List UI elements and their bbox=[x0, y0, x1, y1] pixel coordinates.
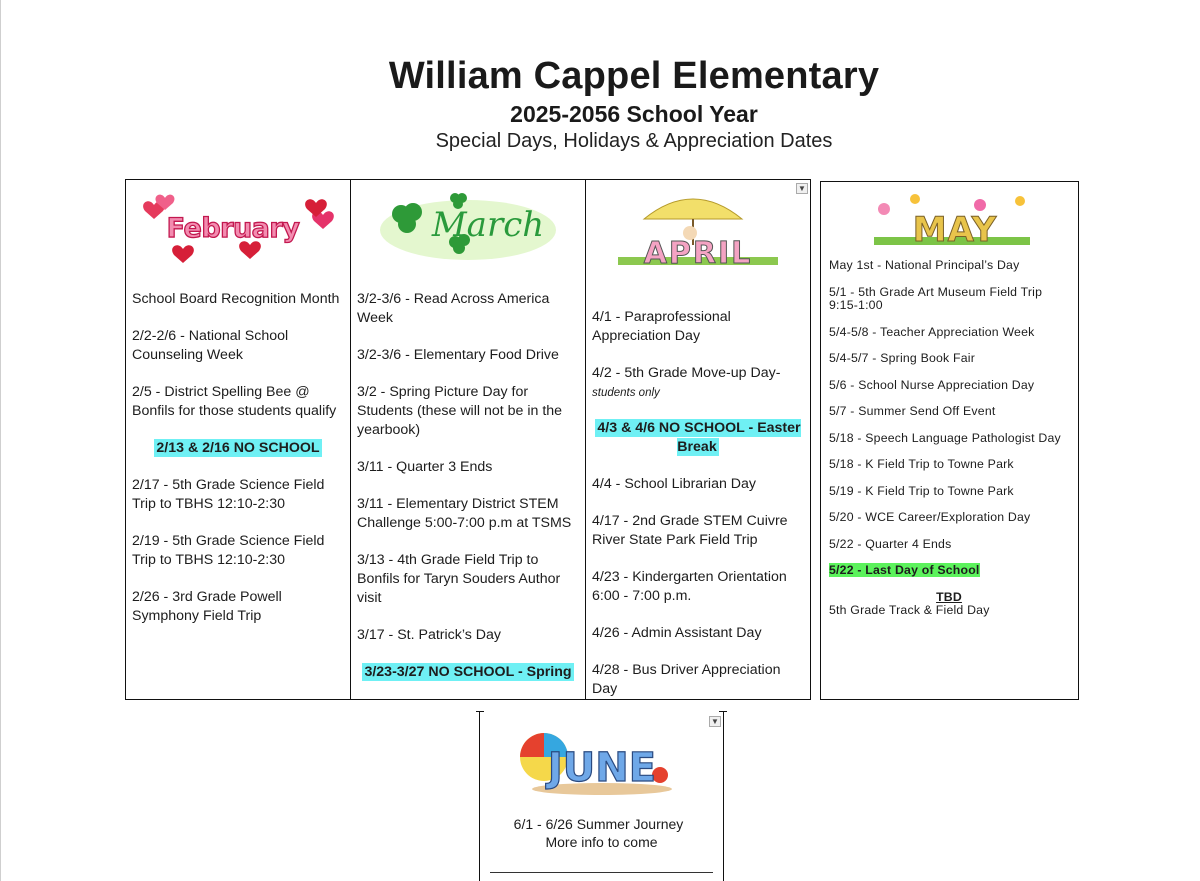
event-item: 4/4 - School Librarian Day bbox=[592, 476, 757, 492]
event-item: 4/17 - 2nd Grade STEM Cuivre River State Park Field Trip bbox=[592, 513, 788, 548]
event-item: 5/1 - 5th Grade Art Museum Field Trip 9:15-1:00 bbox=[829, 284, 1043, 312]
event-item: 5/18 - Speech Language Pathologist Day bbox=[829, 430, 1061, 445]
april-banner-text: APRIL bbox=[643, 236, 753, 271]
event-item: 3/2-3/6 - Read Across America Week bbox=[357, 291, 550, 326]
event-item: 3/2-3/6 - Elementary Food Drive bbox=[357, 347, 559, 363]
calendar-table bbox=[125, 179, 811, 700]
no-school-highlight bbox=[592, 419, 804, 457]
no-school-highlight bbox=[357, 663, 579, 682]
school-year: 2025-2056 School Year bbox=[510, 101, 758, 127]
event-item: 5/20 - WCE Career/Exploration Day bbox=[829, 510, 1031, 524]
event-item: 3/2 - Spring Picture Day for Students (these will not be in the yearbook) bbox=[357, 384, 563, 438]
highlight-text: 2/13 & 2/16 NO SCHOOL bbox=[156, 440, 320, 456]
event-item: 2/19 - 5th Grade Science Field Trip to TBHS 12:10-2:30 bbox=[132, 533, 325, 568]
event-item: 3/13 - 4th Grade Field Trip to Bonfils for Taryn Souders Author visit bbox=[357, 552, 561, 606]
event-item: 4/23 - Kindergarten Orientation 6:00 - 7:00 p.m. bbox=[592, 569, 787, 604]
flowers-banner-icon bbox=[860, 187, 1040, 251]
april-banner bbox=[586, 180, 810, 280]
no-school-highlight bbox=[132, 439, 344, 458]
march-banner-text: March bbox=[431, 205, 545, 245]
dropdown-arrow-icon[interactable]: ▼ bbox=[709, 716, 721, 727]
march-column bbox=[350, 180, 585, 699]
event-item: 2/2-2/6 - National School Counseling Week bbox=[132, 328, 289, 363]
event-item bbox=[592, 364, 804, 403]
event-item: 5/4-5/7 - Spring Book Fair bbox=[829, 351, 975, 365]
event-item: May 1st - National Principal’s Day bbox=[829, 258, 1020, 272]
february-events bbox=[126, 290, 350, 644]
event-item: 4/28 - Bus Driver Appreciation Day bbox=[592, 662, 781, 697]
may-events bbox=[821, 259, 1078, 631]
shamrock-banner-icon bbox=[373, 190, 563, 270]
page-subtitle: Special Days, Holidays & Appreciation Dates bbox=[435, 130, 833, 152]
event-item: 4/26 - Admin Assistant Day bbox=[592, 625, 762, 641]
divider-line bbox=[490, 872, 713, 873]
march-banner bbox=[351, 180, 585, 280]
event-item: 5/6 - School Nurse Appreciation Day bbox=[829, 377, 1035, 392]
may-box bbox=[820, 181, 1079, 700]
march-events bbox=[351, 290, 585, 700]
event-item: 5/18 - K Field Trip to Towne Park bbox=[829, 457, 1014, 471]
event-note: students only bbox=[592, 387, 660, 399]
tbd-label: TBD bbox=[936, 589, 962, 604]
may-banner-text: MAY bbox=[912, 210, 997, 250]
highlight-text: 3/23-3/27 NO SCHOOL - Spring bbox=[364, 664, 572, 680]
corner-mark bbox=[476, 711, 484, 712]
event-item: 6/1 - 6/26 Summer Journey bbox=[513, 816, 684, 832]
event-item: 3/17 - St. Patrick’s Day bbox=[357, 627, 502, 643]
february-banner bbox=[126, 180, 350, 280]
june-banner-text: JUNE bbox=[547, 745, 656, 791]
dropdown-arrow-icon[interactable]: ▼ bbox=[796, 183, 808, 194]
beach-ball-banner-icon bbox=[512, 719, 692, 795]
event-text: 4/2 - 5th Grade Move-up Day- bbox=[592, 365, 781, 381]
event-item: 5/7 - Summer Send Off Event bbox=[829, 404, 996, 418]
event-item: 5/22 - Quarter 4 Ends bbox=[829, 536, 952, 551]
last-day-highlight bbox=[829, 564, 1070, 578]
june-events bbox=[480, 815, 723, 851]
school-name: William Cappel Elementary bbox=[388, 55, 880, 97]
event-item: School Board Recognition Month bbox=[132, 291, 340, 307]
june-banner bbox=[480, 717, 723, 797]
highlight-text: 5/22 - Last Day of School bbox=[829, 563, 980, 577]
event-item: 3/11 - Quarter 3 Ends bbox=[357, 459, 493, 475]
corner-mark bbox=[719, 711, 727, 712]
february-heart-banner-icon bbox=[131, 189, 346, 271]
april-column bbox=[585, 180, 810, 699]
february-column bbox=[126, 180, 350, 699]
umbrella-banner-icon bbox=[608, 187, 788, 273]
event-item: 5/4-5/8 - Teacher Appreciation Week bbox=[829, 324, 1035, 339]
may-banner bbox=[821, 184, 1078, 254]
event-item: 5/19 - K Field Trip to Towne Park bbox=[829, 483, 1014, 498]
event-item: 2/5 - District Spelling Bee @ Bonfils for those students qualify bbox=[132, 384, 337, 419]
february-banner-text: February bbox=[166, 213, 299, 244]
event-item: 5th Grade Track & Field Day bbox=[829, 603, 990, 617]
june-box bbox=[479, 711, 724, 881]
event-note: More info to come bbox=[545, 834, 658, 850]
event-item: 2/26 - 3rd Grade Powell Symphony Field Trip bbox=[132, 589, 282, 624]
event-item: 2/17 - 5th Grade Science Field Trip to TBHS 12:10-2:30 bbox=[132, 477, 325, 512]
event-item: 4/1 - Paraprofessional Appreciation Day bbox=[592, 309, 731, 344]
april-events bbox=[586, 308, 810, 717]
event-item: 3/11 - Elementary District STEM Challenge 5:00-7:00 p.m at TSMS bbox=[357, 496, 572, 531]
highlight-text: 4/3 & 4/6 NO SCHOOL - Easter Break bbox=[597, 420, 801, 455]
